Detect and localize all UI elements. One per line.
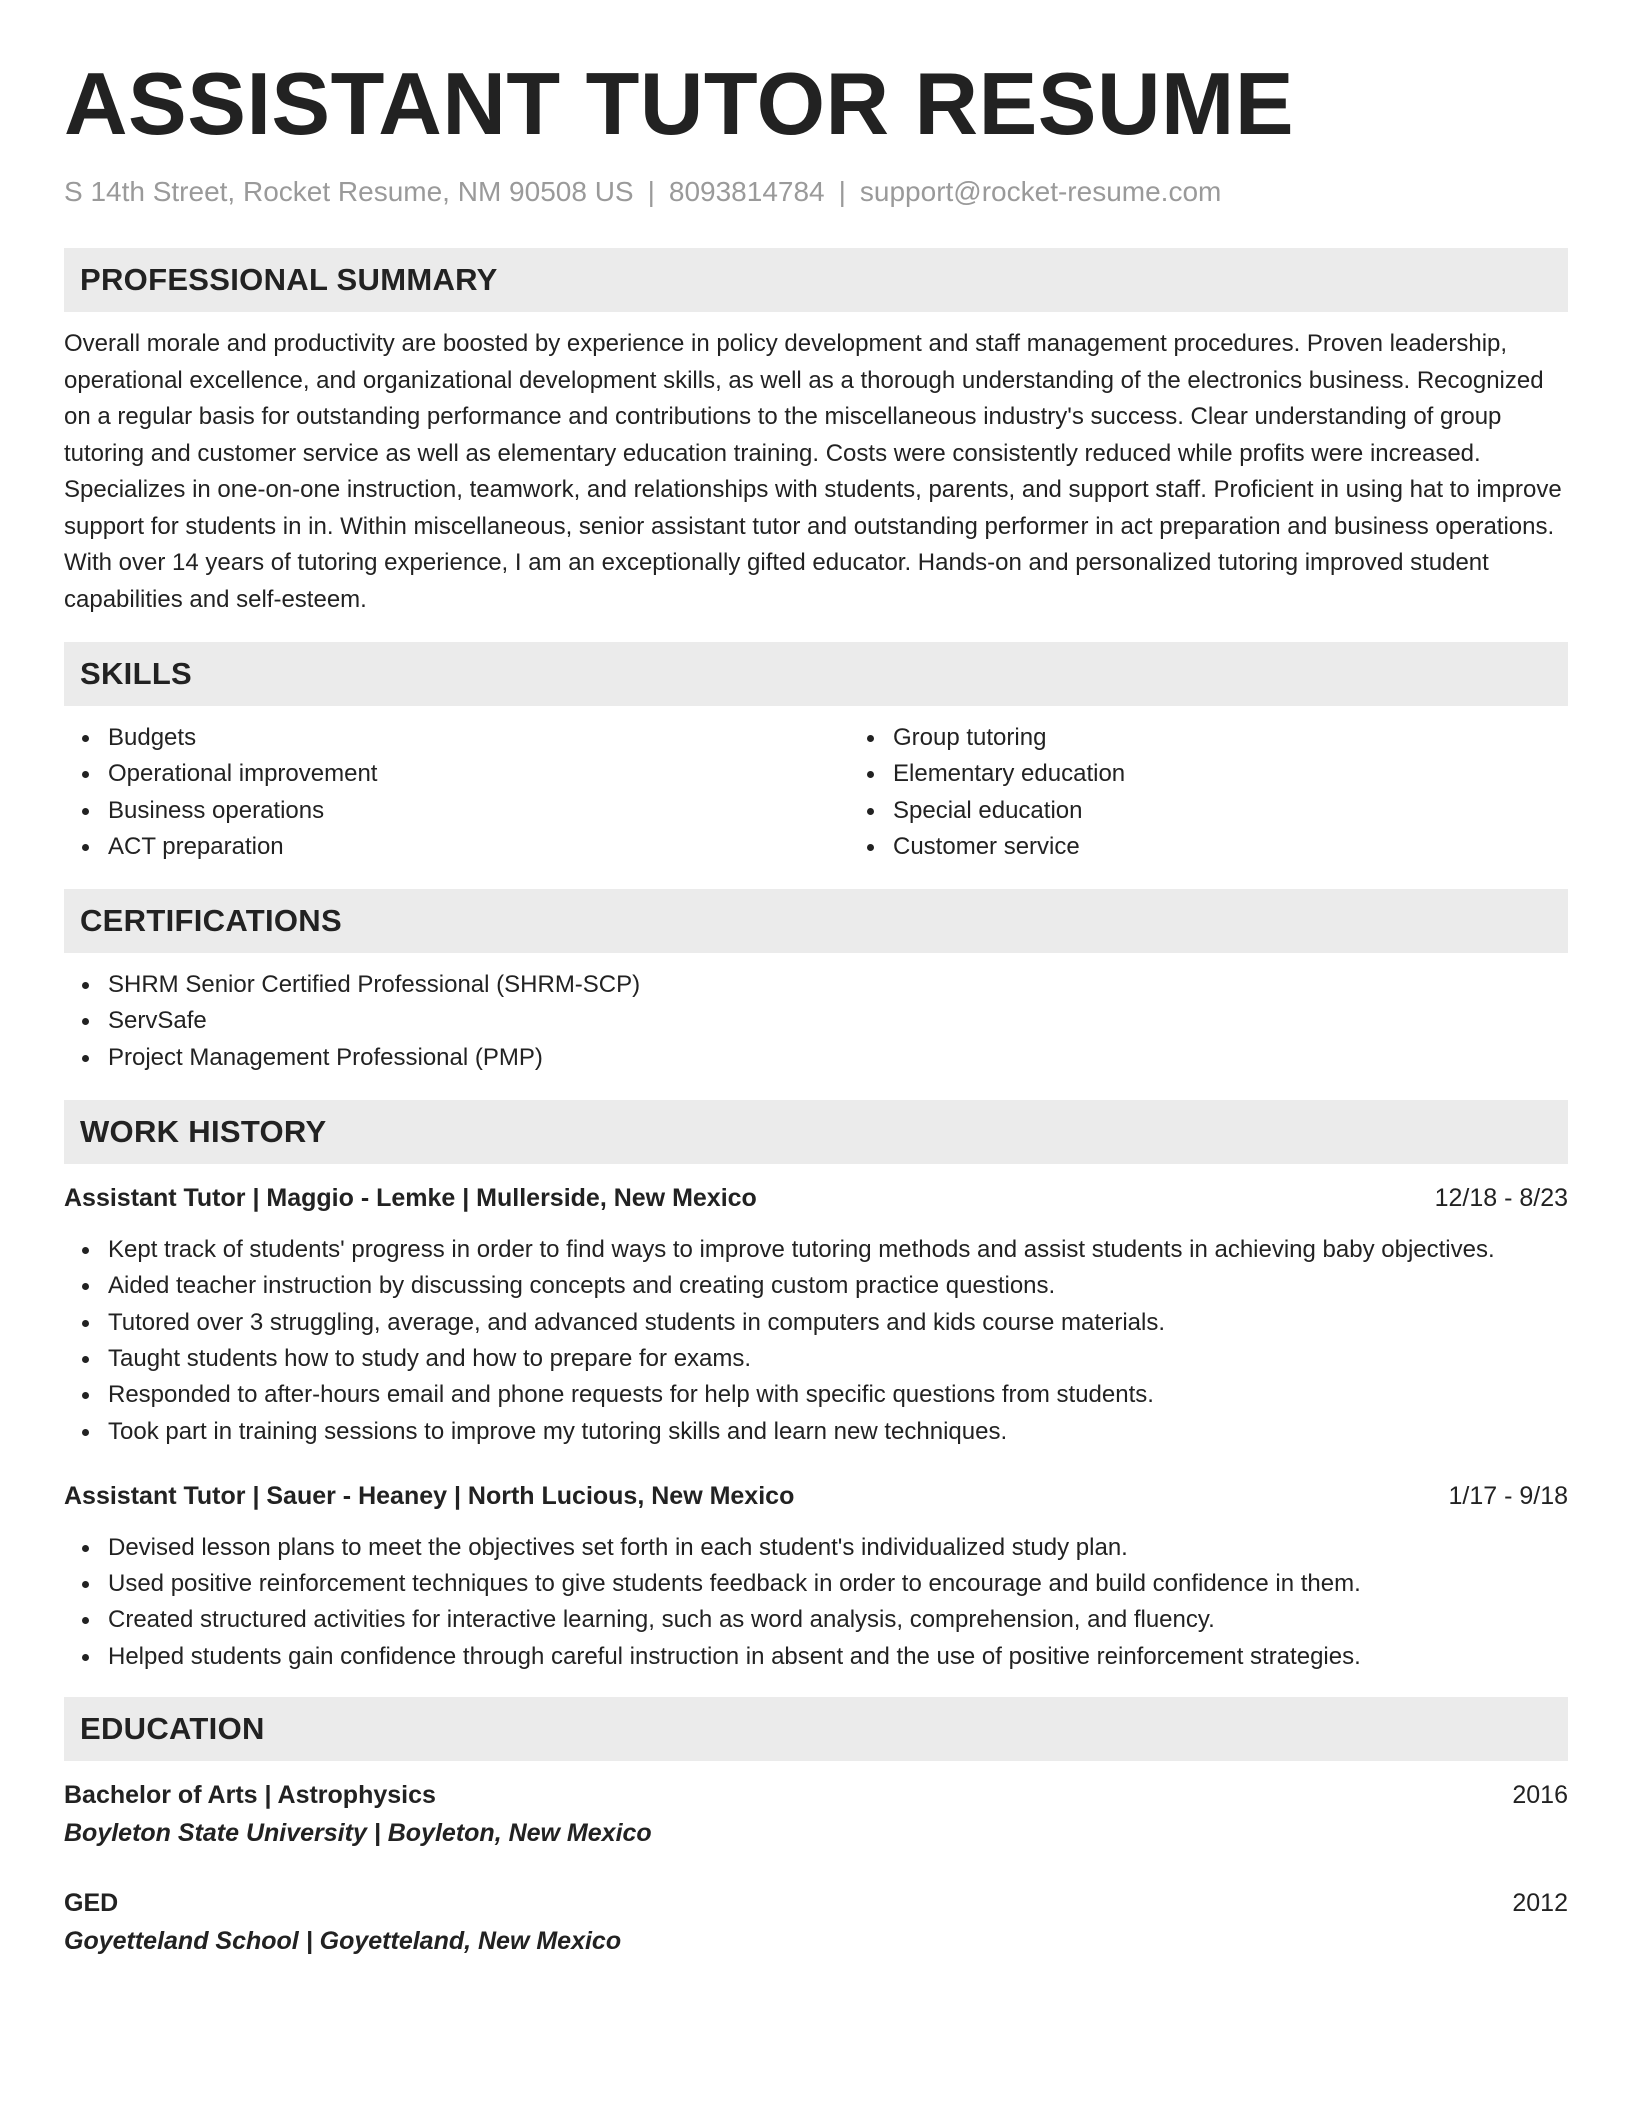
certifications-list (64, 967, 1568, 1076)
contact-email: support@rocket-resume.com (859, 176, 1222, 207)
skill-item: Operational improvement (108, 756, 849, 792)
certification-item: SHRM Senior Certified Professional (SHRM-SCP) (108, 967, 1568, 1003)
job-header (64, 1478, 1568, 1514)
summary-text: Overall morale and productivity are boosted by experience in policy development and staff management procedures. Proven leadership, operational excellence, and organizational development skills, as well as a thorough understanding of the electronics business. Recognized on a regular basis for outstanding performance and contributions to the miscellaneous industry's success. Clear understanding of group tutoring and customer service as well as elementary education training. Costs were consistently reduced while profits were increased. Specializes in one-on-one instruction, teamwork, and relationships with students, parents, and support staff. Proficient in using hat to improve support for students in in. Within miscellaneous, senior assistant tutor and outstanding performer in act preparation and business operations. With over 14 years of tutoring experience, I am an exceptionally gifted educator. Hands-on and personalized tutoring improved student capabilities and self-esteem. (64, 330, 1562, 613)
job-duty: Kept track of students' progress in order to find ways to improve tutoring methods and assist students in achieving baby objectives. (108, 1232, 1568, 1268)
job-duty: Used positive reinforcement techniques to give students feedback in order to encourage and build confidence in them. (108, 1566, 1568, 1602)
resume-title: ASSISTANT TUTOR RESUME (64, 54, 1295, 153)
contact-address: S 14th Street, Rocket Resume, NM 90508 US (64, 176, 634, 207)
skills-list (64, 706, 1568, 865)
contact-separator: | (838, 176, 846, 207)
work-history-heading: WORK HISTORY (64, 1100, 1568, 1164)
job-duties (64, 1232, 1568, 1450)
contact-line (64, 174, 1568, 210)
job-duty: Took part in training sessions to improve my tutoring skills and learn new techniques. (108, 1414, 1568, 1450)
skills-column-left (64, 720, 849, 865)
school-name: Boyleton State University | Boyleton, New Mexico (64, 1819, 652, 1848)
contact-phone: 8093814784 (668, 176, 825, 207)
skill-item: Special education (893, 793, 1632, 829)
job-title: Assistant Tutor | Maggio - Lemke | Mullerside, New Mexico (64, 1184, 757, 1213)
job-duty: Tutored over 3 struggling, average, and advanced students in computers and kids course materials. (108, 1305, 1568, 1341)
job-duty: Helped students gain confidence through careful instruction in absent and the use of positive reinforcement strategies. (108, 1639, 1568, 1675)
job-entry (64, 1478, 1568, 1675)
degree: Bachelor of Arts | Astrophysics (64, 1781, 436, 1810)
job-duties (64, 1530, 1568, 1675)
skill-item: Customer service (893, 829, 1632, 865)
job-duty: Aided teacher instruction by discussing concepts and creating custom practice questions. (108, 1268, 1568, 1304)
skills-heading: SKILLS (64, 642, 1568, 706)
degree: GED (64, 1889, 119, 1918)
certification-item: Project Management Professional (PMP) (108, 1040, 1568, 1076)
contact-separator: | (647, 176, 655, 207)
graduation-year: 2016 (1512, 1781, 1568, 1810)
school-name: Goyetteland School | Goyetteland, New Mexico (64, 1927, 622, 1956)
job-dates: 12/18 - 8/23 (1434, 1184, 1568, 1213)
education-header (64, 1885, 1568, 1921)
skill-item: Budgets (108, 720, 849, 756)
job-duty: Devised lesson plans to meet the objectives set forth in each student's individualized study plan. (108, 1530, 1568, 1566)
certification-item: ServSafe (108, 1003, 1568, 1039)
job-duty: Created structured activities for interactive learning, such as word analysis, comprehension, and fluency. (108, 1602, 1568, 1638)
graduation-year: 2012 (1512, 1889, 1568, 1918)
skill-item: Group tutoring (893, 720, 1632, 756)
skill-item: ACT preparation (108, 829, 849, 865)
job-entry (64, 1180, 1568, 1450)
skill-item: Elementary education (893, 756, 1632, 792)
job-title: Assistant Tutor | Sauer - Heaney | North Lucious, New Mexico (64, 1481, 795, 1510)
certifications-heading: CERTIFICATIONS (64, 889, 1568, 953)
skill-item: Business operations (108, 793, 849, 829)
summary-heading: PROFESSIONAL SUMMARY (64, 248, 1568, 312)
job-header (64, 1180, 1568, 1216)
education-header (64, 1777, 1568, 1813)
job-dates: 1/17 - 9/18 (1448, 1481, 1568, 1510)
education-entry (64, 1777, 1568, 1851)
skills-column-right (849, 720, 1632, 865)
job-duty: Responded to after-hours email and phone requests for help with specific questions from students. (108, 1377, 1568, 1413)
job-duty: Taught students how to study and how to prepare for exams. (108, 1341, 1568, 1377)
education-heading: EDUCATION (64, 1697, 1568, 1761)
education-entry (64, 1885, 1568, 1959)
